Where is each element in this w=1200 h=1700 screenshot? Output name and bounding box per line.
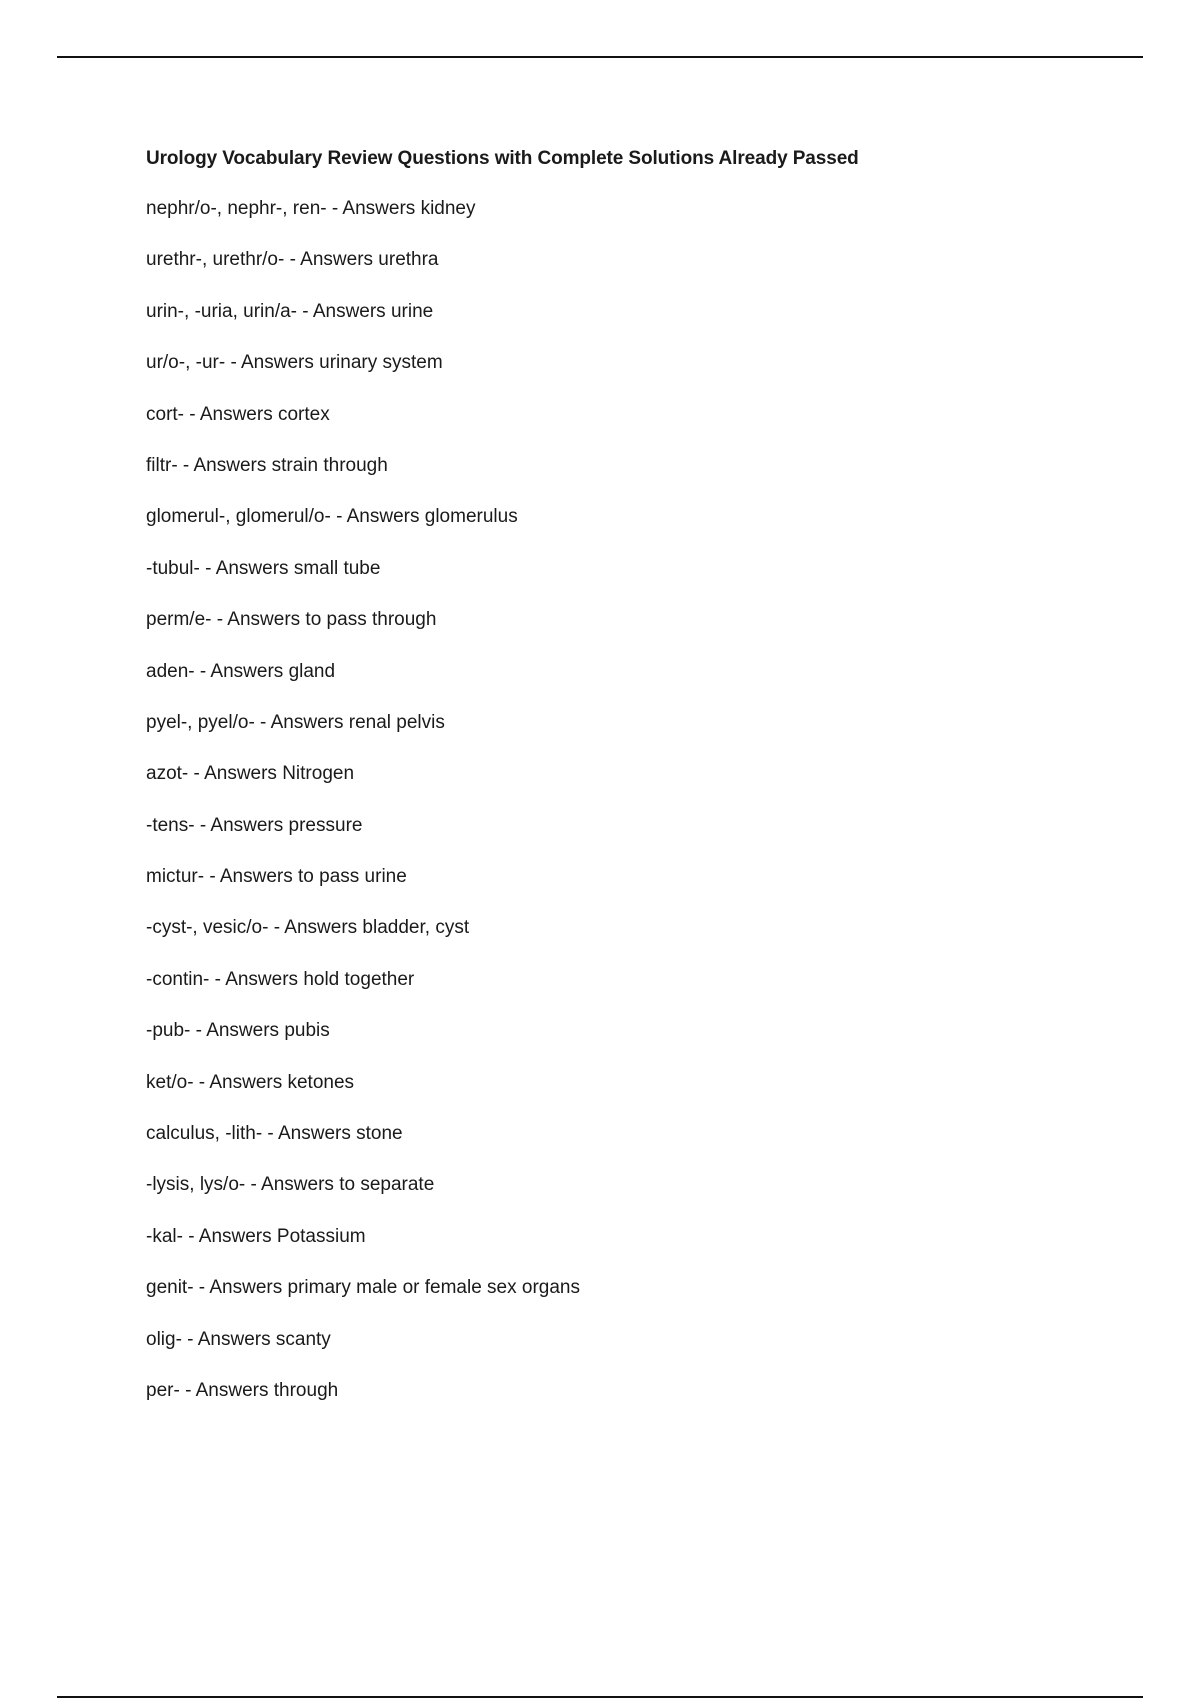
document-title: Urology Vocabulary Review Questions with Complete Solutions Already Passed (146, 148, 859, 169)
vocabulary-entry: -kal- - Answers Potassium (146, 1225, 366, 1247)
vocabulary-entry: -pub- - Answers pubis (146, 1020, 330, 1042)
vocabulary-entry: per- - Answers through (146, 1379, 339, 1401)
vocabulary-entry: -contin- - Answers hold together (146, 968, 415, 990)
vocabulary-entry: perm/e- - Answers to pass through (146, 609, 437, 631)
vocabulary-entry: filtr- - Answers strain through (146, 454, 388, 476)
vocabulary-entry: -tens- - Answers pressure (146, 814, 363, 836)
vocabulary-entry: -cyst-, vesic/o- - Answers bladder, cyst (146, 917, 470, 939)
vocabulary-entry: glomerul-, glomerul/o- - Answers glomerulus (146, 506, 518, 528)
vocabulary-entry: ket/o- - Answers ketones (146, 1071, 355, 1093)
vocabulary-entry: urin-, -uria, urin/a- - Answers urine (146, 300, 434, 322)
vocabulary-entry: azot- - Answers Nitrogen (146, 763, 355, 785)
footer-rule (57, 1696, 1143, 1698)
vocabulary-entry: -tubul- - Answers small tube (146, 557, 381, 579)
vocabulary-entry: cort- - Answers cortex (146, 403, 330, 425)
vocabulary-list (146, 196, 1126, 1404)
vocabulary-entry: ur/o-, -ur- - Answers urinary system (146, 352, 443, 374)
vocabulary-entry: genit- - Answers primary male or female sex organs (146, 1277, 580, 1299)
vocabulary-entry: calculus, -lith- - Answers stone (146, 1123, 403, 1145)
vocabulary-entry: olig- - Answers scanty (146, 1328, 331, 1350)
vocabulary-entry: mictur- - Answers to pass urine (146, 866, 407, 888)
vocabulary-entry: pyel-, pyel/o- - Answers renal pelvis (146, 711, 445, 733)
vocabulary-entry: aden- - Answers gland (146, 660, 336, 682)
vocabulary-entry: -lysis, lys/o- - Answers to separate (146, 1174, 435, 1196)
header-rule (57, 56, 1143, 58)
vocabulary-entry: nephr/o-, nephr-, ren- - Answers kidney (146, 198, 476, 219)
document-body (146, 146, 1126, 1429)
vocabulary-entry: urethr-, urethr/o- - Answers urethra (146, 249, 439, 271)
